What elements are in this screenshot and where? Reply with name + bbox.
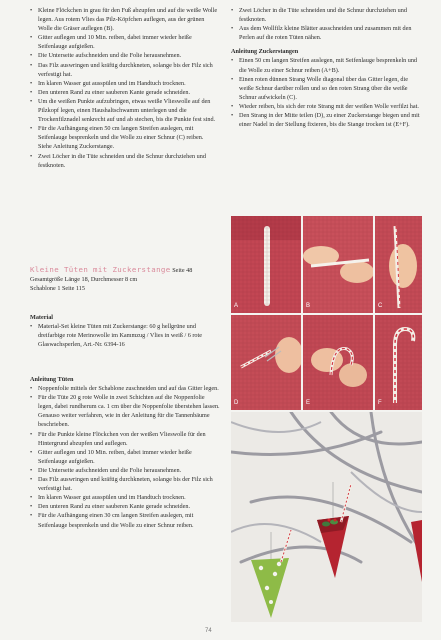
list-item: • Die Unterseite aufschneiden und die Folie herausnehmen. <box>30 466 220 475</box>
section-block <box>30 265 230 293</box>
material-block <box>30 313 220 349</box>
list-item: • Einen roten dünnen Strang Wolle diagonal über das Gitter legen, die weiße Schnur darüber rollen und so den roten Strang über die weiße Schnur aufwickeln (C). <box>231 75 421 102</box>
photo-a-label: A <box>234 302 239 309</box>
photo-d-label: D <box>234 399 239 406</box>
zucker-list <box>231 56 421 129</box>
tueten-heading: Anleitung Tüten <box>30 376 74 383</box>
list-item: • Zwei Löcher in die Tüte schneiden und die Schnur durchziehen und festknoten. <box>30 152 218 170</box>
tueten-block <box>30 375 220 530</box>
photo-a <box>231 216 301 313</box>
photo-e <box>303 315 373 410</box>
list-item: • Zwei Löcher in die Tüte schneiden und die Schnur durchziehen und festknoten. <box>231 6 421 24</box>
list-item: • Im klaren Wasser gut ausspülen und im Handtuch trocknen. <box>30 79 218 88</box>
list-item: • Wieder reiben, bis sich der rote Strang mit der weißen Wolle verfilzt hat. <box>231 102 421 111</box>
list-item: • Die Unterseite aufschneiden und die Folie herausnehmen. <box>30 51 218 60</box>
right-top-text <box>231 6 421 129</box>
list-item: • Einen 50 cm langen Streifen auslegen, mit Seifenlauge besprenkeln und die Wolle zu einer Schnur reiben (A+B). <box>231 56 421 74</box>
list-item: • Noppenfolie mittels der Schablone zuschneiden und auf das Gitter legen. <box>30 384 220 393</box>
list-item: • Gitter auflegen und 10 Min. reiben, dabei immer wieder heiße Seifenlauge aufgießen. <box>30 448 220 466</box>
photo-c-illustration <box>375 216 422 313</box>
photo-e-illustration <box>303 315 373 410</box>
list-item: • Im klaren Wasser gut ausspülen und im Handtuch trocknen. <box>30 493 220 502</box>
list-item: • Für die Tüte 20 g rote Wolle in zwei Schichten auf die Noppenfolie legen, dabei rundherum ca. 1 cm über die Noppenfolie überstehen lassen. <box>30 393 220 411</box>
photo-c-label: C <box>378 302 383 309</box>
material-text: • Material-Set kleine Tüten mit Zuckerstange: 60 g hellgrüne und dreifarbige rote Merinowolle im Kammzug / Vlies in weiß / 6 rote Glaswachsperlen, Art.-Nr. 6394-16 <box>30 322 220 349</box>
list-item: • Für die Aufhängung einen 30 cm langen Streifen auslegen, mit Seifenlauge besprenkeln und die Wolle zu einer Schnur reiben. <box>30 511 220 529</box>
photo-d <box>231 315 301 410</box>
page-number: 74 <box>205 628 212 634</box>
list-item: • Für die Punkte kleine Flöckchen von der weißen Vlieswolle für den Hintergrund abzupfen und auflegen. <box>30 430 220 448</box>
list-item: • Den Strang in der Mitte teilen (D), zu einer Zuckerstange biegen und mit einer Nadel in der Stellung fixieren, bis die Stange trocken ist (E+F). <box>231 111 421 129</box>
photo-a-illustration <box>231 216 301 313</box>
photo-b-label: B <box>306 302 311 309</box>
photo-b <box>303 216 373 313</box>
photo-c <box>375 216 422 313</box>
decoration-illustration <box>231 412 422 622</box>
photo-f-label: F <box>378 399 382 406</box>
list-item: • Den unteren Rand zu einer sauberen Kante gerade schneiden. <box>30 88 218 97</box>
list-item: • Um die weißen Punkte aufzubringen, etwas weiße Vlieswolle auf den Pilzkopf legen, einen Haushaltschwamm unterlegen und die Trockenfilznadel senkrecht auf und ab stechen, bis die Punkte fest sind. <box>30 97 218 124</box>
list-item: • Gitter auflegen und 10 Min. reiben, dabei immer wieder heiße Seifenlauge aufgießen. <box>30 33 218 51</box>
list-item: • Das Filz auswringen und kräftig durchkneten, solange bis der Filz sich verfestigt hat. <box>30 61 218 79</box>
section-template: Schablone 1 Seite 115 <box>30 285 85 293</box>
photo-f-illustration <box>375 315 422 410</box>
section-title: Kleine Tüten mit Zuckerstange <box>30 265 171 274</box>
left-top-text <box>30 6 218 170</box>
list-item: • Den unteren Rand zu einer sauberen Kante gerade schneiden. <box>30 502 220 511</box>
section-page-ref: Seite 48 <box>172 267 193 274</box>
material-heading: Material <box>30 314 54 321</box>
list-item: • Für die Aufhängung einen 50 cm langen Streifen auslegen, mit Seifenlauge besprenkeln und die Wolle zu einer Schnur (C) reiben. Siehe Anleitung Zuckerstange. <box>30 124 218 151</box>
section-size: Gesamtgröße Länge 18, Durchmesser 8 cm <box>30 276 138 284</box>
list-item: • Das Filz auswringen und kräftig durchkneten, solange bis der Filz sich verfestigt hat. <box>30 475 220 493</box>
list-item: Genauso weiter verfahren, wie in der Anleitung für die Tannenbäume beschrieben. <box>38 412 210 429</box>
zucker-heading: Anleitung Zuckerstangen <box>231 48 299 56</box>
list-item: • Aus dem Wollfilz kleine Blätter ausschneiden und zusammen mit den Perlen auf die roten Tüten nähen. <box>231 24 421 42</box>
decoration-photo <box>231 412 422 622</box>
left-top-list <box>30 6 218 170</box>
tueten-list <box>30 384 220 530</box>
photo-f <box>375 315 422 410</box>
list-item: • Kleine Flöckchen in grau für den Fuß abzupfen und auf die weiße Wolle legen. Aus rotem Vlies das Pilz-Köpfchen auflegen, aus der grünen Wolle die Gräser auflegen (B). <box>30 6 218 33</box>
photo-b-illustration <box>303 216 373 313</box>
photo-e-label: E <box>306 399 311 406</box>
right-top-list <box>231 6 421 42</box>
photo-d-illustration <box>231 315 301 410</box>
